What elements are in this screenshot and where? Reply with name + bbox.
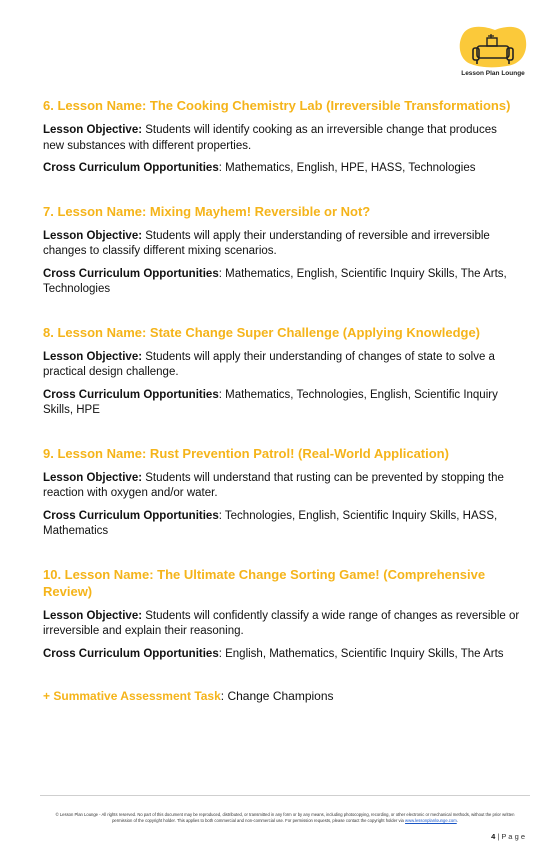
cc-text: : English, Mathematics, Scientific Inquiry Skills, The Arts [218, 647, 504, 660]
summative-value: : Change Champions [220, 689, 334, 703]
objective-label: Lesson Objective: [43, 350, 143, 363]
cross-curriculum [43, 161, 521, 177]
lesson-objective [43, 471, 521, 502]
objective-label: Lesson Objective: [43, 229, 143, 242]
cc-label: Cross Curriculum Opportunities [43, 267, 219, 280]
objective-text: Students will understand that rusting can be prevented by stopping the reaction with oxygen and/or water. [43, 471, 504, 499]
lesson-title: 8. Lesson Name: State Change Super Challenge (Applying Knowledge) [43, 324, 481, 340]
lesson-10 [43, 566, 521, 663]
lesson-objective [43, 123, 521, 154]
page-number-value: 4 [491, 832, 496, 841]
cc-label: Cross Curriculum Opportunities [43, 509, 219, 522]
cc-label: Cross Curriculum Opportunities [43, 647, 219, 660]
lesson-7 [43, 203, 521, 298]
cc-text: : Mathematics, Technologies, English, Scientific Inquiry Skills, HPE [43, 388, 498, 416]
objective-label: Lesson Objective: [43, 609, 143, 622]
lesson-title: 10. Lesson Name: The Ultimate Change Sorting Game! (Comprehensive Review) [43, 566, 486, 599]
lesson-title: 6. Lesson Name: The Cooking Chemistry Lab (Irreversible Transformations) [43, 98, 511, 113]
objective-label: Lesson Objective: [43, 471, 143, 484]
copyright-text: © Lesson Plan Lounge - All rights reserved. No part of this document may be reproduced, distributed, or transmitted in any form or by any means, including photocopying, recording, or other electronic or mechanical methods, without the prior written permission of the copyright holder. This applies to both commercial and non-commercial use. For permission requests, please contact the copyright holder via [55, 812, 515, 823]
lesson-title: 7. Lesson Name: Mixing Mayhem! Reversible or Not? [43, 203, 371, 219]
objective-label: Lesson Objective: [43, 124, 143, 136]
cross-curriculum [43, 388, 521, 419]
page-separator: | [495, 832, 502, 841]
lesson-6 [43, 97, 521, 177]
lesson-8 [43, 324, 521, 419]
summative-label: Summative Assessment Task [53, 689, 221, 703]
objective-text: Students will apply their understanding of changes of state to solve a practical design challenge. [43, 350, 495, 378]
cc-text: : Technologies, English, Scientific Inquiry Skills, HASS, Mathematics [43, 509, 498, 537]
plus-marker: + [43, 689, 51, 703]
website-link[interactable]: www.lessonplanlounge.com [405, 818, 457, 823]
page-number [491, 832, 525, 841]
logo-wordmark: Lesson Plan Lounge [461, 70, 525, 77]
lesson-title: 9. Lesson Name: Rust Prevention Patrol! (Real-World Application) [43, 445, 449, 461]
lesson-9 [43, 445, 521, 540]
lesson-objective [43, 229, 521, 260]
lesson-objective [43, 609, 521, 640]
cc-label: Cross Curriculum Opportunities [43, 162, 219, 174]
copyright-notice: © Lesson Plan Lounge - All rights reserved. No part of this document may be reproduced, distributed, or transmitted in any form or by any means, including photocopying, recording, or other electronic or mechanical methods, without the prior written permission of the copyright holder. This applies to both commercial and non-commercial use. For permission requests, please contact the copyright holder via www.lessonplanlounge.com. [55, 812, 515, 823]
lesson-list [43, 97, 521, 704]
cc-label: Cross Curriculum Opportunities [43, 388, 219, 401]
cross-curriculum [43, 267, 521, 298]
summative-assessment [43, 688, 521, 704]
lesson-objective [43, 350, 521, 381]
cross-curriculum [43, 509, 521, 540]
footer-divider [40, 795, 530, 796]
objective-text: Students will confidently classify a wide range of changes as reversible or irreversible and explain their reasoning. [43, 609, 520, 637]
objective-text: Students will identify cooking as an irreversible change that produces new substances with different properties. [43, 124, 497, 152]
cross-curriculum [43, 647, 521, 663]
objective-text: Students will apply their understanding of reversible and irreversible changes to classify different mixing scenarios. [43, 229, 490, 257]
cc-text: : Mathematics, English, Scientific Inquiry Skills, The Arts, Technologies [43, 267, 507, 295]
cc-text: : Mathematics, English, HPE, HASS, Technologies [218, 162, 476, 174]
page-label: P a g e [501, 832, 525, 841]
